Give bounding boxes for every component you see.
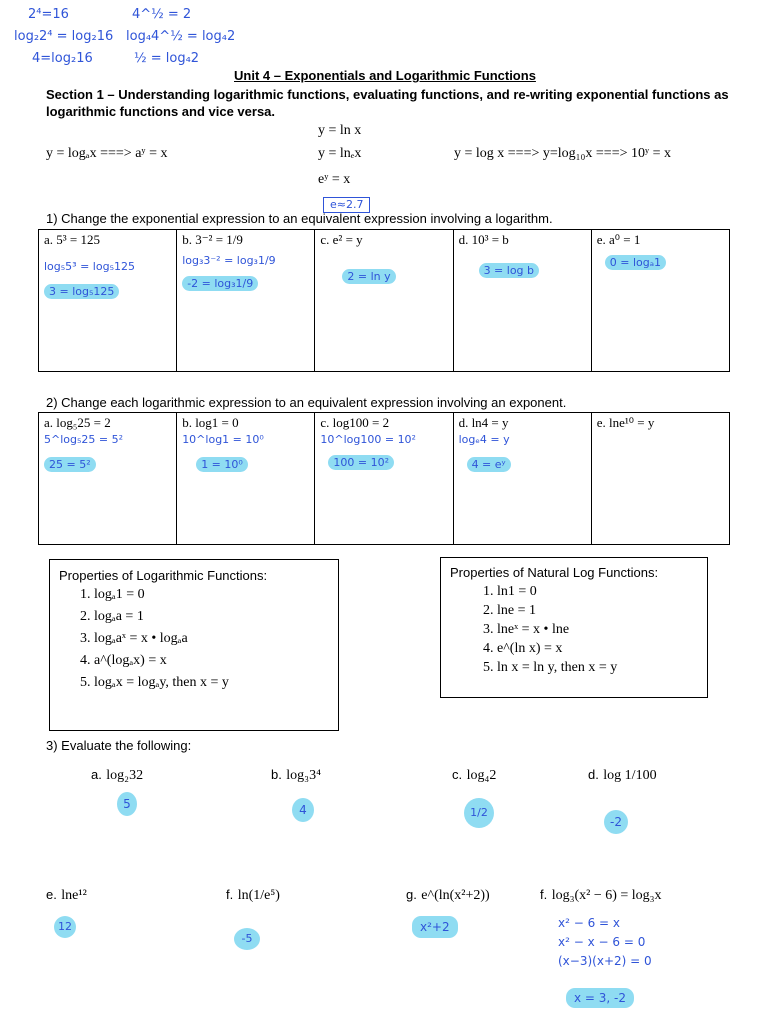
q2-cell-c [315,413,453,545]
q3-expr: log₄2 [466,768,497,783]
q3-item-c [452,766,496,784]
q2-work: 5^log₅25 = 5² [44,433,124,446]
q1-cell-d [453,230,591,372]
formula-right: y = log x ===> y=log₁₀x ===> 10ʸ = x [454,146,672,161]
q1-label: c. [320,232,330,247]
q3-expr: log₂32 [106,768,144,783]
q2-cell-b [177,413,315,545]
formula-exp: eʸ = x [318,172,351,187]
q2-cell-a [39,413,177,545]
q1-table [38,229,730,372]
log-property-item: 3. logₐaˣ = x • logₐa [94,631,338,647]
log-property-item: 4. a^(logₐx) = x [94,653,338,669]
log-property-item: 2. logₐa = 1 [94,609,338,625]
formula-left: y = logₐx ===> aʸ = x [46,146,168,161]
q2-prompt: 2) Change each logarithmic expression to an equivalent expression involving an exponent. [46,395,567,410]
q3-work-line: x² − x − 6 = 0 [558,935,646,949]
q3-item-f [226,886,280,904]
q2-answer: 25 = 5² [44,457,96,472]
q3-label: c. [452,767,463,782]
q3-label: e. [46,887,57,902]
q2-label: c. [320,415,330,430]
q1-label: a. [44,232,54,247]
q3-expr: ln(1/e⁵) [237,888,280,903]
q1-expr: 10³ = b [471,232,509,247]
q2-answer: 4 = eʸ [467,457,511,472]
q2-expr: log100 = 2 [332,415,390,430]
q3-expr: log 1/100 [603,768,657,783]
margin-note-right-line: 4^½ = 2 [132,7,192,22]
log-properties-title: Properties of Logarithmic Functions: [59,568,268,583]
q3-work-line: x² − 6 = x [558,916,621,930]
log-properties-box [49,559,339,731]
ln-properties-title: Properties of Natural Log Functions: [450,565,659,580]
q2-expr: lne¹⁰ = y [609,415,655,430]
q2-label: e. [596,415,606,430]
q2-label: d. [458,415,469,430]
q2-answer: 100 = 10² [328,455,394,470]
q1-answer: 0 = logₐ1 [605,255,666,270]
margin-note-left-line: log₂2⁴ = log₂16 [14,29,114,44]
q1-work: log₅5³ = log₅125 [44,260,135,273]
formula-ln-e: y = lnₑx [318,146,362,161]
q2-cell-d [453,413,591,545]
q3-expr: e^(ln(x²+2)) [421,888,490,903]
formula-ln: y = ln x [318,123,362,138]
margin-note-left-line: 2⁴=16 [28,7,69,22]
q1-expr: 3⁻² = 1/9 [195,232,243,247]
q3-expr: log₃(x² − 6) = log₃x [551,888,662,903]
q1-cell-c [315,230,453,372]
q3-last-work [558,914,652,971]
q1-label: d. [458,232,469,247]
q1-expr: e² = y [332,232,363,247]
q3-answer: x = 3, -2 [566,988,634,1008]
margin-note-left [14,4,113,70]
ln-property-item: 1. ln1 = 0 [497,584,707,600]
e-approx-note: e≈2.7 [323,197,370,213]
q1-expr: a⁰ = 1 [609,232,641,247]
margin-note-right-line: ½ = log₄2 [134,51,200,66]
q2-work: logₑ4 = y [458,433,510,446]
q1-cell-e [591,230,729,372]
log-property-item: 5. logₐx = logₐy, then x = y [94,675,338,691]
q3-answer: -5 [234,928,260,950]
ln-property-item: 2. lne = 1 [497,603,707,619]
q1-work: log₃3⁻² = log₃1/9 [182,254,276,267]
q3-label: a. [91,767,102,782]
q3-answer: -2 [604,810,628,834]
q3-expr: log₃3⁴ [286,768,321,783]
ln-property-item: 4. e^(ln x) = x [497,641,707,657]
q2-label: a. [44,415,54,430]
q3-answer: x²+2 [412,916,458,938]
q1-answer: 2 = ln y [342,269,395,284]
q3-answer: 4 [292,798,314,822]
q3-work-line: (x−3)(x+2) = 0 [558,954,652,968]
q1-label: b. [182,232,192,247]
ln-property-item: 3. lneˣ = x • lne [497,622,707,638]
q1-label: e. [596,232,606,247]
q1-expr: 5³ = 125 [56,232,101,247]
q3-prompt: 3) Evaluate the following: [46,738,192,753]
q3-item-b [271,766,321,784]
page-title: Unit 4 – Exponentials and Logarithmic Functions [234,68,536,83]
ln-property-item: 5. ln x = ln y, then x = y [497,660,707,676]
q3-label: f. [540,887,548,902]
q3-expr: lne¹² [61,888,87,903]
q3-label: d. [588,767,599,782]
q2-expr: log₅25 = 2 [56,415,111,430]
q3-item-g [406,886,490,904]
q1-answer: 3 = log₅125 [44,284,119,299]
q2-answer: 1 = 10⁰ [196,457,248,472]
q1-answer: -2 = log₃1/9 [182,276,258,291]
ln-properties-box [440,557,708,698]
q3-answer: 12 [54,916,76,938]
q3-label: f. [226,887,234,902]
q3-item-h [540,886,662,904]
q1-cell-a [39,230,177,372]
q1-prompt: 1) Change the exponential expression to an equivalent expression involving a logarithm. [46,211,553,226]
q3-answer: 1/2 [464,798,494,828]
q3-item-a [91,766,143,784]
q1-answer: 3 = log b [479,263,539,278]
q3-item-d [588,766,657,784]
margin-note-right [126,4,235,70]
section-heading: Section 1 – Understanding logarithmic functions, evaluating functions, and re-writing exponential functions as logarithmic functions and vice versa. [46,87,729,119]
q1-cell-b [177,230,315,372]
q3-answer: 5 [117,792,137,816]
q3-label: g. [406,887,417,902]
margin-note-left-line: 4=log₂16 [32,51,93,66]
q2-work: 10^log1 = 10⁰ [182,433,264,446]
q2-label: b. [182,415,192,430]
q3-item-e [46,886,87,904]
q2-table [38,412,730,545]
q2-expr: log1 = 0 [195,415,239,430]
margin-note-right-line: log₄4^½ = log₄2 [126,29,236,44]
q2-cell-e [591,413,729,545]
q3-label: b. [271,767,282,782]
log-property-item: 1. logₐ1 = 0 [94,587,338,603]
q2-work: 10^log100 = 10² [320,433,416,446]
q2-expr: ln4 = y [471,415,509,430]
